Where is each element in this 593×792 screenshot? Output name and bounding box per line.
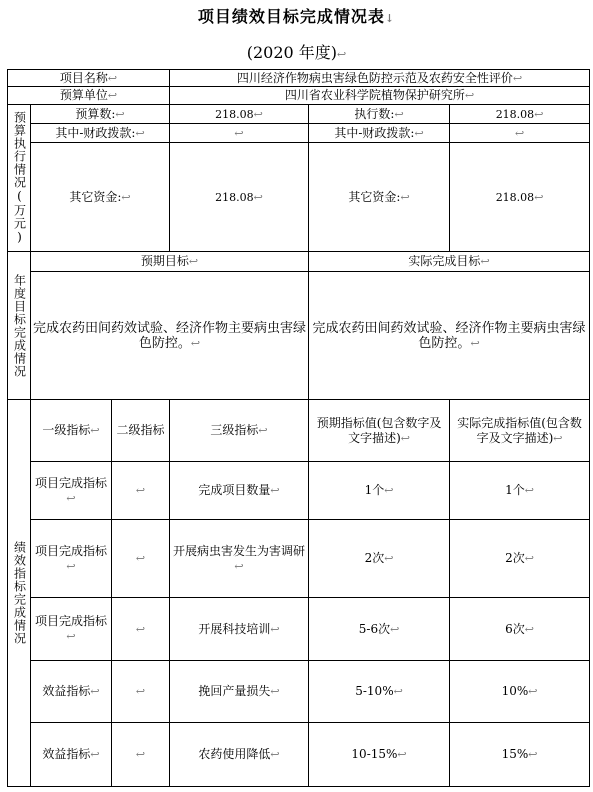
table-row xyxy=(8,723,590,787)
project-name-row xyxy=(8,70,590,87)
other-funds-label-2: 其它资金:↩ xyxy=(309,143,450,252)
row-actual: 6次↩ xyxy=(450,598,590,661)
fiscal-label-1: 其中-财政拨款:↩ xyxy=(31,124,170,143)
table-row xyxy=(8,661,590,723)
budget-amount-row xyxy=(8,105,590,124)
project-name-value: 四川经济作物病虫害绿色防控示范及农药安全性评价↩ xyxy=(170,70,590,87)
executed-amount-value: 218.08↩ xyxy=(450,105,590,124)
fiscal-value-1: ↩ xyxy=(170,124,309,143)
row-level1: 项目完成指标↩ xyxy=(31,462,112,520)
row-expected: 10-15%↩ xyxy=(309,723,450,787)
budget-unit-row xyxy=(8,87,590,105)
budget-section-label: 预算执行情况(万元) xyxy=(8,105,31,252)
page-title: 项目绩效目标完成情况表↓ xyxy=(197,7,396,26)
budget-amount-value: 218.08↩ xyxy=(170,105,309,124)
row-level2: ↩ xyxy=(112,598,170,661)
header-level2: 二级指标 xyxy=(112,400,170,462)
page-subtitle: (2020 年度)↩ xyxy=(246,43,347,62)
other-funds-row xyxy=(8,143,590,252)
row-expected: 5-6次↩ xyxy=(309,598,450,661)
annual-target-header-row xyxy=(8,252,590,272)
row-level2: ↩ xyxy=(112,661,170,723)
row-level3: 开展科技培训↩ xyxy=(170,598,309,661)
row-level2: ↩ xyxy=(112,462,170,520)
row-expected: 2次↩ xyxy=(309,520,450,598)
row-level1: 项目完成指标↩ xyxy=(31,598,112,661)
performance-section-label: 绩效指标完成情况 xyxy=(8,400,31,787)
row-actual: 10%↩ xyxy=(450,661,590,723)
budget-unit-label: 预算单位↩ xyxy=(8,87,170,105)
row-level1: 效益指标↩ xyxy=(31,661,112,723)
indicator-header-row xyxy=(8,400,590,462)
budget-amount-label: 预算数:↩ xyxy=(31,105,170,124)
row-level3: 完成项目数量↩ xyxy=(170,462,309,520)
row-actual: 2次↩ xyxy=(450,520,590,598)
row-expected: 1个↩ xyxy=(309,462,450,520)
table-row xyxy=(8,598,590,661)
row-actual: 15%↩ xyxy=(450,723,590,787)
row-level3: 农药使用降低↩ xyxy=(170,723,309,787)
expected-target-text: 完成农药田间药效试验、经济作物主要病虫害绿色防控。↩ xyxy=(31,272,309,400)
fiscal-label-2: 其中-财政拨款:↩ xyxy=(309,124,450,143)
actual-target-text: 完成农药田间药效试验、经济作物主要病虫害绿色防控。↩ xyxy=(309,272,590,400)
fiscal-row xyxy=(8,124,590,143)
project-name-label: 项目名称↩ xyxy=(8,70,170,87)
row-level1: 效益指标↩ xyxy=(31,723,112,787)
table-row xyxy=(8,520,590,598)
fiscal-value-2: ↩ xyxy=(450,124,590,143)
annual-target-row xyxy=(8,272,590,400)
other-funds-value-2: 218.08↩ xyxy=(450,143,590,252)
annual-section-label: 年度目标完成情况 xyxy=(8,252,31,400)
executed-amount-label: 执行数:↩ xyxy=(309,105,450,124)
row-level2: ↩ xyxy=(112,520,170,598)
performance-table xyxy=(7,69,590,787)
budget-unit-value: 四川省农业科学院植物保护研究所↩ xyxy=(170,87,590,105)
row-level3: 挽回产量损失↩ xyxy=(170,661,309,723)
row-level3: 开展病虫害发生为害调研↩ xyxy=(170,520,309,598)
header-level3: 三级指标↩ xyxy=(170,400,309,462)
table-row xyxy=(8,462,590,520)
row-actual: 1个↩ xyxy=(450,462,590,520)
other-funds-value-1: 218.08↩ xyxy=(170,143,309,252)
header-expected: 预期指标值(包含数字及文字描述)↩ xyxy=(309,400,450,462)
expected-target-label: 预期目标↩ xyxy=(31,252,309,272)
row-expected: 5-10%↩ xyxy=(309,661,450,723)
actual-target-label: 实际完成目标↩ xyxy=(309,252,590,272)
other-funds-label-1: 其它资金:↩ xyxy=(31,143,170,252)
header-actual: 实际完成指标值(包含数字及文字描述)↩ xyxy=(450,400,590,462)
header-level1: 一级指标↩ xyxy=(31,400,112,462)
row-level1: 项目完成指标↩ xyxy=(31,520,112,598)
row-level2: ↩ xyxy=(112,723,170,787)
